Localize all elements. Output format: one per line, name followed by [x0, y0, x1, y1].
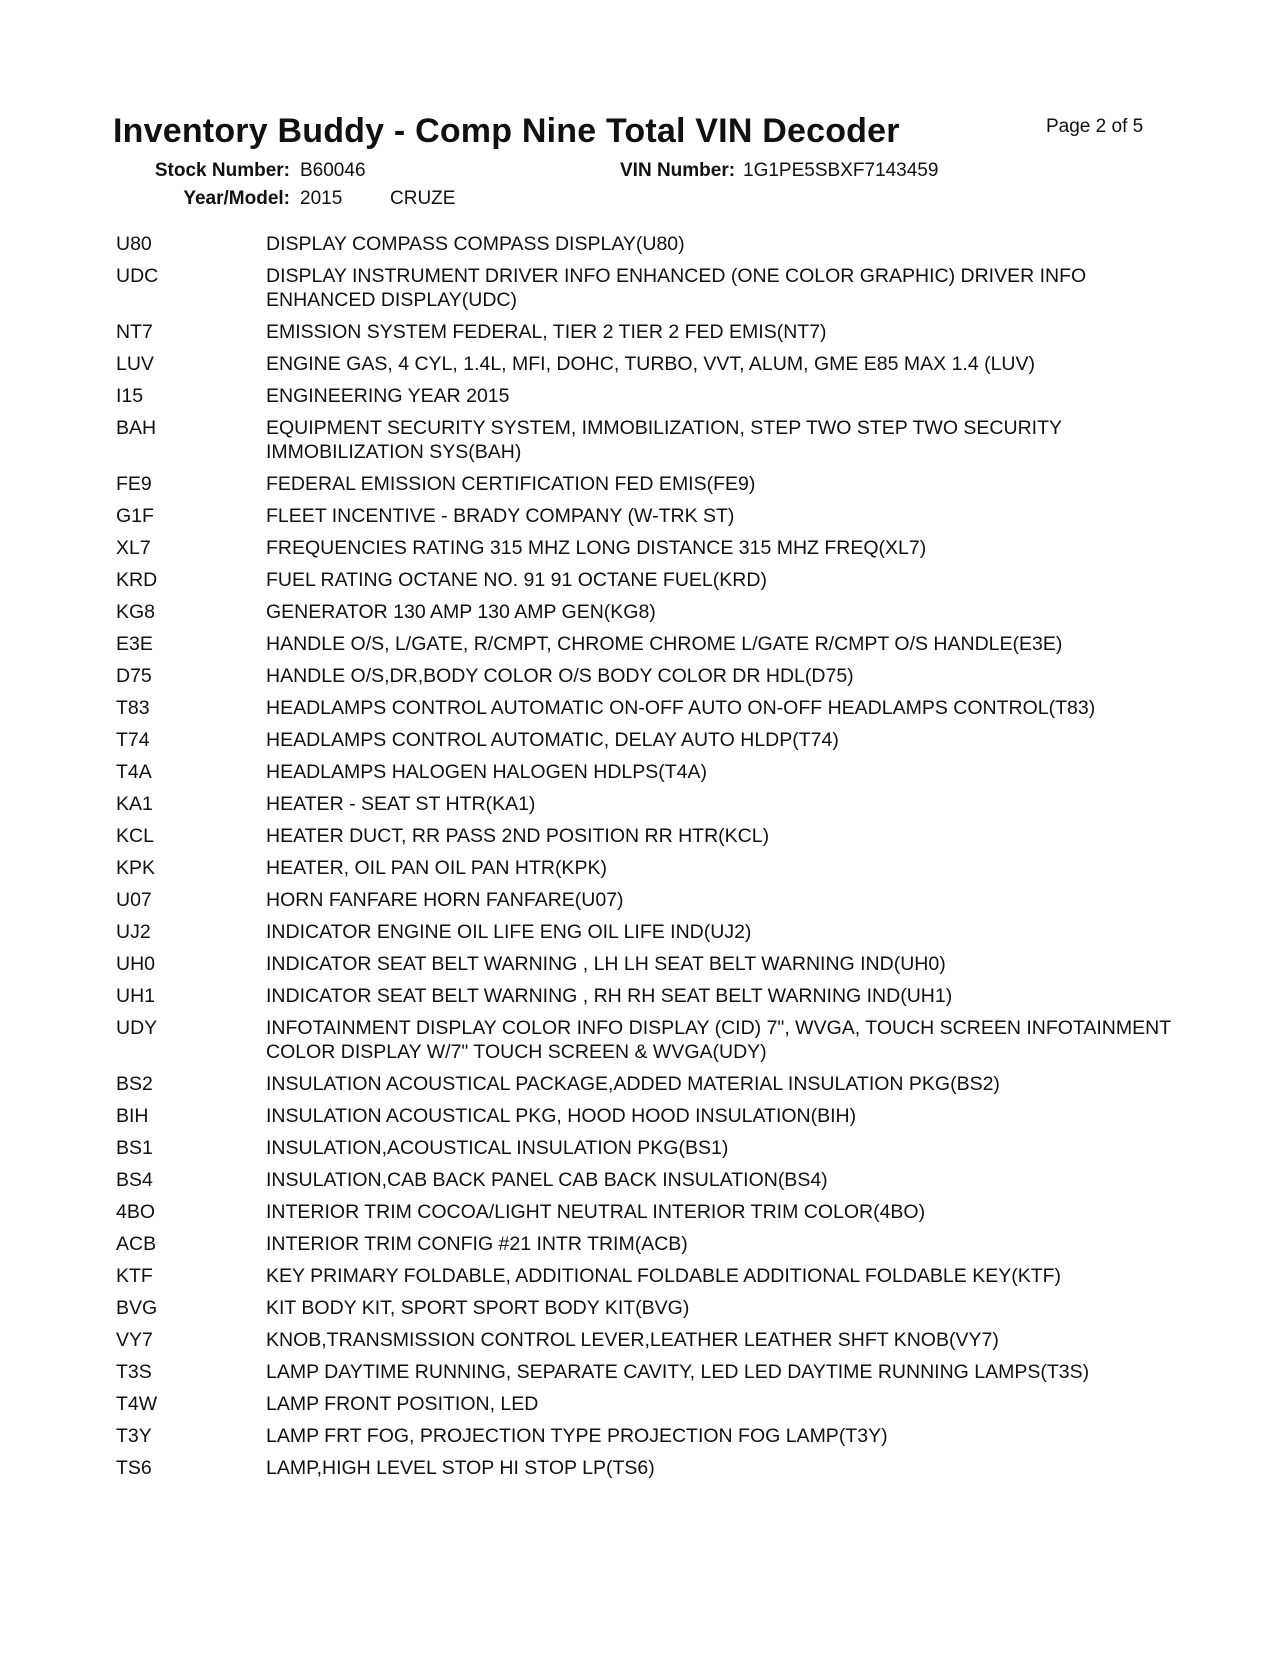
page-number: Page 2 of 5 [1046, 116, 1144, 137]
option-description: ENGINE GAS, 4 CYL, 1.4L, MFI, DOHC, TURBO, VVT, ALUM, GME E85 MAX 1.4 (LUV) [266, 353, 1036, 375]
option-code: FE9 [116, 473, 152, 495]
option-description: INSULATION,ACOUSTICAL INSULATION PKG(BS1) [266, 1137, 729, 1159]
option-row [116, 696, 1176, 720]
option-code: BS2 [116, 1073, 153, 1095]
stock-number-value: B60046 [300, 160, 366, 181]
option-row [116, 1296, 1176, 1320]
option-code: KRD [116, 569, 158, 591]
option-code: T3S [116, 1361, 152, 1383]
option-description: HANDLE O/S,DR,BODY COLOR O/S BODY COLOR DR HDL(D75) [266, 665, 854, 687]
vin-number-label: VIN Number: [620, 160, 736, 181]
option-description: HEADLAMPS CONTROL AUTOMATIC ON-OFF AUTO ON-OFF HEADLAMPS CONTROL(T83) [266, 697, 1096, 719]
option-code: BAH [116, 417, 157, 439]
option-code-list [116, 232, 1176, 1488]
option-code: U80 [116, 233, 152, 255]
option-code: BS4 [116, 1169, 153, 1191]
option-description: INDICATOR SEAT BELT WARNING , LH LH SEAT BELT WARNING IND(UH0) [266, 953, 946, 975]
option-description: HEATER, OIL PAN OIL PAN HTR(KPK) [266, 857, 607, 879]
year-model-label: Year/Model: [183, 188, 290, 209]
option-row [116, 792, 1176, 816]
option-description: KEY PRIMARY FOLDABLE, ADDITIONAL FOLDABLE ADDITIONAL FOLDABLE KEY(KTF) [266, 1265, 1062, 1287]
option-description: HEATER DUCT, RR PASS 2ND POSITION RR HTR(KCL) [266, 825, 770, 847]
option-code: T74 [116, 729, 150, 751]
option-code: KTF [116, 1265, 153, 1287]
page-title: Inventory Buddy - Comp Nine Total VIN Decoder [113, 112, 900, 150]
option-row [116, 664, 1176, 688]
option-code: KCL [116, 825, 154, 847]
option-row [116, 1016, 1176, 1064]
option-code: T4A [116, 761, 152, 783]
option-code: 4BO [116, 1201, 156, 1223]
option-row [116, 1200, 1176, 1224]
option-row [116, 352, 1176, 376]
option-row [116, 568, 1176, 592]
option-description: HEADLAMPS HALOGEN HALOGEN HDLPS(T4A) [266, 761, 708, 783]
option-code: XL7 [116, 537, 151, 559]
option-description: HEATER - SEAT ST HTR(KA1) [266, 793, 536, 815]
option-row [116, 984, 1176, 1008]
stock-number-label: Stock Number: [154, 160, 290, 181]
option-description: GENERATOR 130 AMP 130 AMP GEN(KG8) [266, 601, 656, 623]
option-code: E3E [116, 633, 153, 655]
option-row [116, 320, 1176, 344]
option-row [116, 416, 1176, 464]
option-code: I15 [116, 385, 144, 407]
option-code: VY7 [116, 1329, 153, 1351]
option-code: BVG [116, 1297, 158, 1319]
option-code: BS1 [116, 1137, 153, 1159]
option-row [116, 384, 1176, 408]
option-code: BIH [116, 1105, 149, 1127]
vin-number-value: 1G1PE5SBXF7143459 [743, 160, 939, 181]
option-description: LAMP FRONT POSITION, LED [266, 1393, 539, 1415]
option-description: INSULATION ACOUSTICAL PKG, HOOD HOOD INSULATION(BIH) [266, 1105, 857, 1127]
option-code: LUV [116, 353, 154, 375]
option-description: FEDERAL EMISSION CERTIFICATION FED EMIS(FE9) [266, 473, 756, 495]
option-description: ENGINEERING YEAR 2015 [266, 385, 510, 407]
option-description: INTERIOR TRIM CONFIG #21 INTR TRIM(ACB) [266, 1233, 688, 1255]
option-description: HEADLAMPS CONTROL AUTOMATIC, DELAY AUTO HLDP(T74) [266, 729, 839, 751]
year-value: 2015 [300, 188, 343, 209]
option-code: KG8 [116, 601, 156, 623]
option-row [116, 1136, 1176, 1160]
option-code: UDY [116, 1017, 158, 1039]
option-code: T3Y [116, 1425, 152, 1447]
option-row [116, 760, 1176, 784]
option-row [116, 264, 1176, 312]
option-row [116, 1360, 1176, 1384]
option-code: NT7 [116, 321, 153, 343]
option-row [116, 824, 1176, 848]
option-row [116, 536, 1176, 560]
option-row [116, 504, 1176, 528]
option-description: INSULATION ACOUSTICAL PACKAGE,ADDED MATERIAL INSULATION PKG(BS2) [266, 1073, 1000, 1095]
option-code: U07 [116, 889, 152, 911]
option-description: EQUIPMENT SECURITY SYSTEM, IMMOBILIZATION, STEP TWO STEP TWO SECURITY IMMOBILIZATION SYS(BAH) [266, 417, 1062, 463]
option-description: INSULATION,CAB BACK PANEL CAB BACK INSULATION(BS4) [266, 1169, 828, 1191]
option-description: INDICATOR ENGINE OIL LIFE ENG OIL LIFE IND(UJ2) [266, 921, 752, 943]
option-row [116, 232, 1176, 256]
option-code: KA1 [116, 793, 153, 815]
option-code: UJ2 [116, 921, 151, 943]
option-row [116, 632, 1176, 656]
option-row [116, 1072, 1176, 1096]
option-description: FLEET INCENTIVE - BRADY COMPANY (W-TRK ST) [266, 505, 735, 527]
option-code: T4W [116, 1393, 158, 1415]
option-code: UH0 [116, 953, 156, 975]
option-description: INDICATOR SEAT BELT WARNING , RH RH SEAT BELT WARNING IND(UH1) [266, 985, 953, 1007]
option-row [116, 856, 1176, 880]
option-description: LAMP,HIGH LEVEL STOP HI STOP LP(TS6) [266, 1457, 655, 1479]
option-row [116, 728, 1176, 752]
option-code: T83 [116, 697, 150, 719]
option-row [116, 472, 1176, 496]
option-row [116, 1424, 1176, 1448]
option-row [116, 920, 1176, 944]
option-row [116, 1392, 1176, 1416]
model-value: CRUZE [390, 188, 456, 209]
option-description: HORN FANFARE HORN FANFARE(U07) [266, 889, 624, 911]
option-row [116, 1264, 1176, 1288]
option-row [116, 1104, 1176, 1128]
option-description: EMISSION SYSTEM FEDERAL, TIER 2 TIER 2 FED EMIS(NT7) [266, 321, 827, 343]
option-row [116, 952, 1176, 976]
option-code: TS6 [116, 1457, 152, 1479]
option-code: G1F [116, 505, 154, 527]
option-description: FREQUENCIES RATING 315 MHZ LONG DISTANCE 315 MHZ FREQ(XL7) [266, 537, 927, 559]
option-row [116, 600, 1176, 624]
option-description: FUEL RATING OCTANE NO. 91 91 OCTANE FUEL(KRD) [266, 569, 767, 591]
option-code: UDC [116, 265, 159, 287]
option-code: D75 [116, 665, 152, 687]
option-description: HANDLE O/S, L/GATE, R/CMPT, CHROME CHROME L/GATE R/CMPT O/S HANDLE(E3E) [266, 633, 1063, 655]
option-code: KPK [116, 857, 156, 879]
option-description: LAMP FRT FOG, PROJECTION TYPE PROJECTION FOG LAMP(T3Y) [266, 1425, 888, 1447]
option-description: KNOB,TRANSMISSION CONTROL LEVER,LEATHER LEATHER SHFT KNOB(VY7) [266, 1329, 999, 1351]
option-row [116, 888, 1176, 912]
option-description: LAMP DAYTIME RUNNING, SEPARATE CAVITY, LED LED DAYTIME RUNNING LAMPS(T3S) [266, 1361, 1090, 1383]
option-description: DISPLAY INSTRUMENT DRIVER INFO ENHANCED (ONE COLOR GRAPHIC) DRIVER INFO ENHANCED DISPLAY(UDC) [266, 265, 1087, 311]
option-description: INTERIOR TRIM COCOA/LIGHT NEUTRAL INTERIOR TRIM COLOR(4BO) [266, 1201, 926, 1223]
option-code: UH1 [116, 985, 156, 1007]
option-description: KIT BODY KIT, SPORT SPORT BODY KIT(BVG) [266, 1297, 690, 1319]
option-row [116, 1328, 1176, 1352]
option-code: ACB [116, 1233, 157, 1255]
option-description: INFOTAINMENT DISPLAY COLOR INFO DISPLAY (CID) 7", WVGA, TOUCH SCREEN INFOTAINMENT COLOR DISPLAY W/7" TOUCH SCREEN & WVGA(UDY) [266, 1017, 1171, 1063]
option-row [116, 1232, 1176, 1256]
option-row [116, 1456, 1176, 1480]
option-row [116, 1168, 1176, 1192]
option-description: DISPLAY COMPASS COMPASS DISPLAY(U80) [266, 233, 685, 255]
